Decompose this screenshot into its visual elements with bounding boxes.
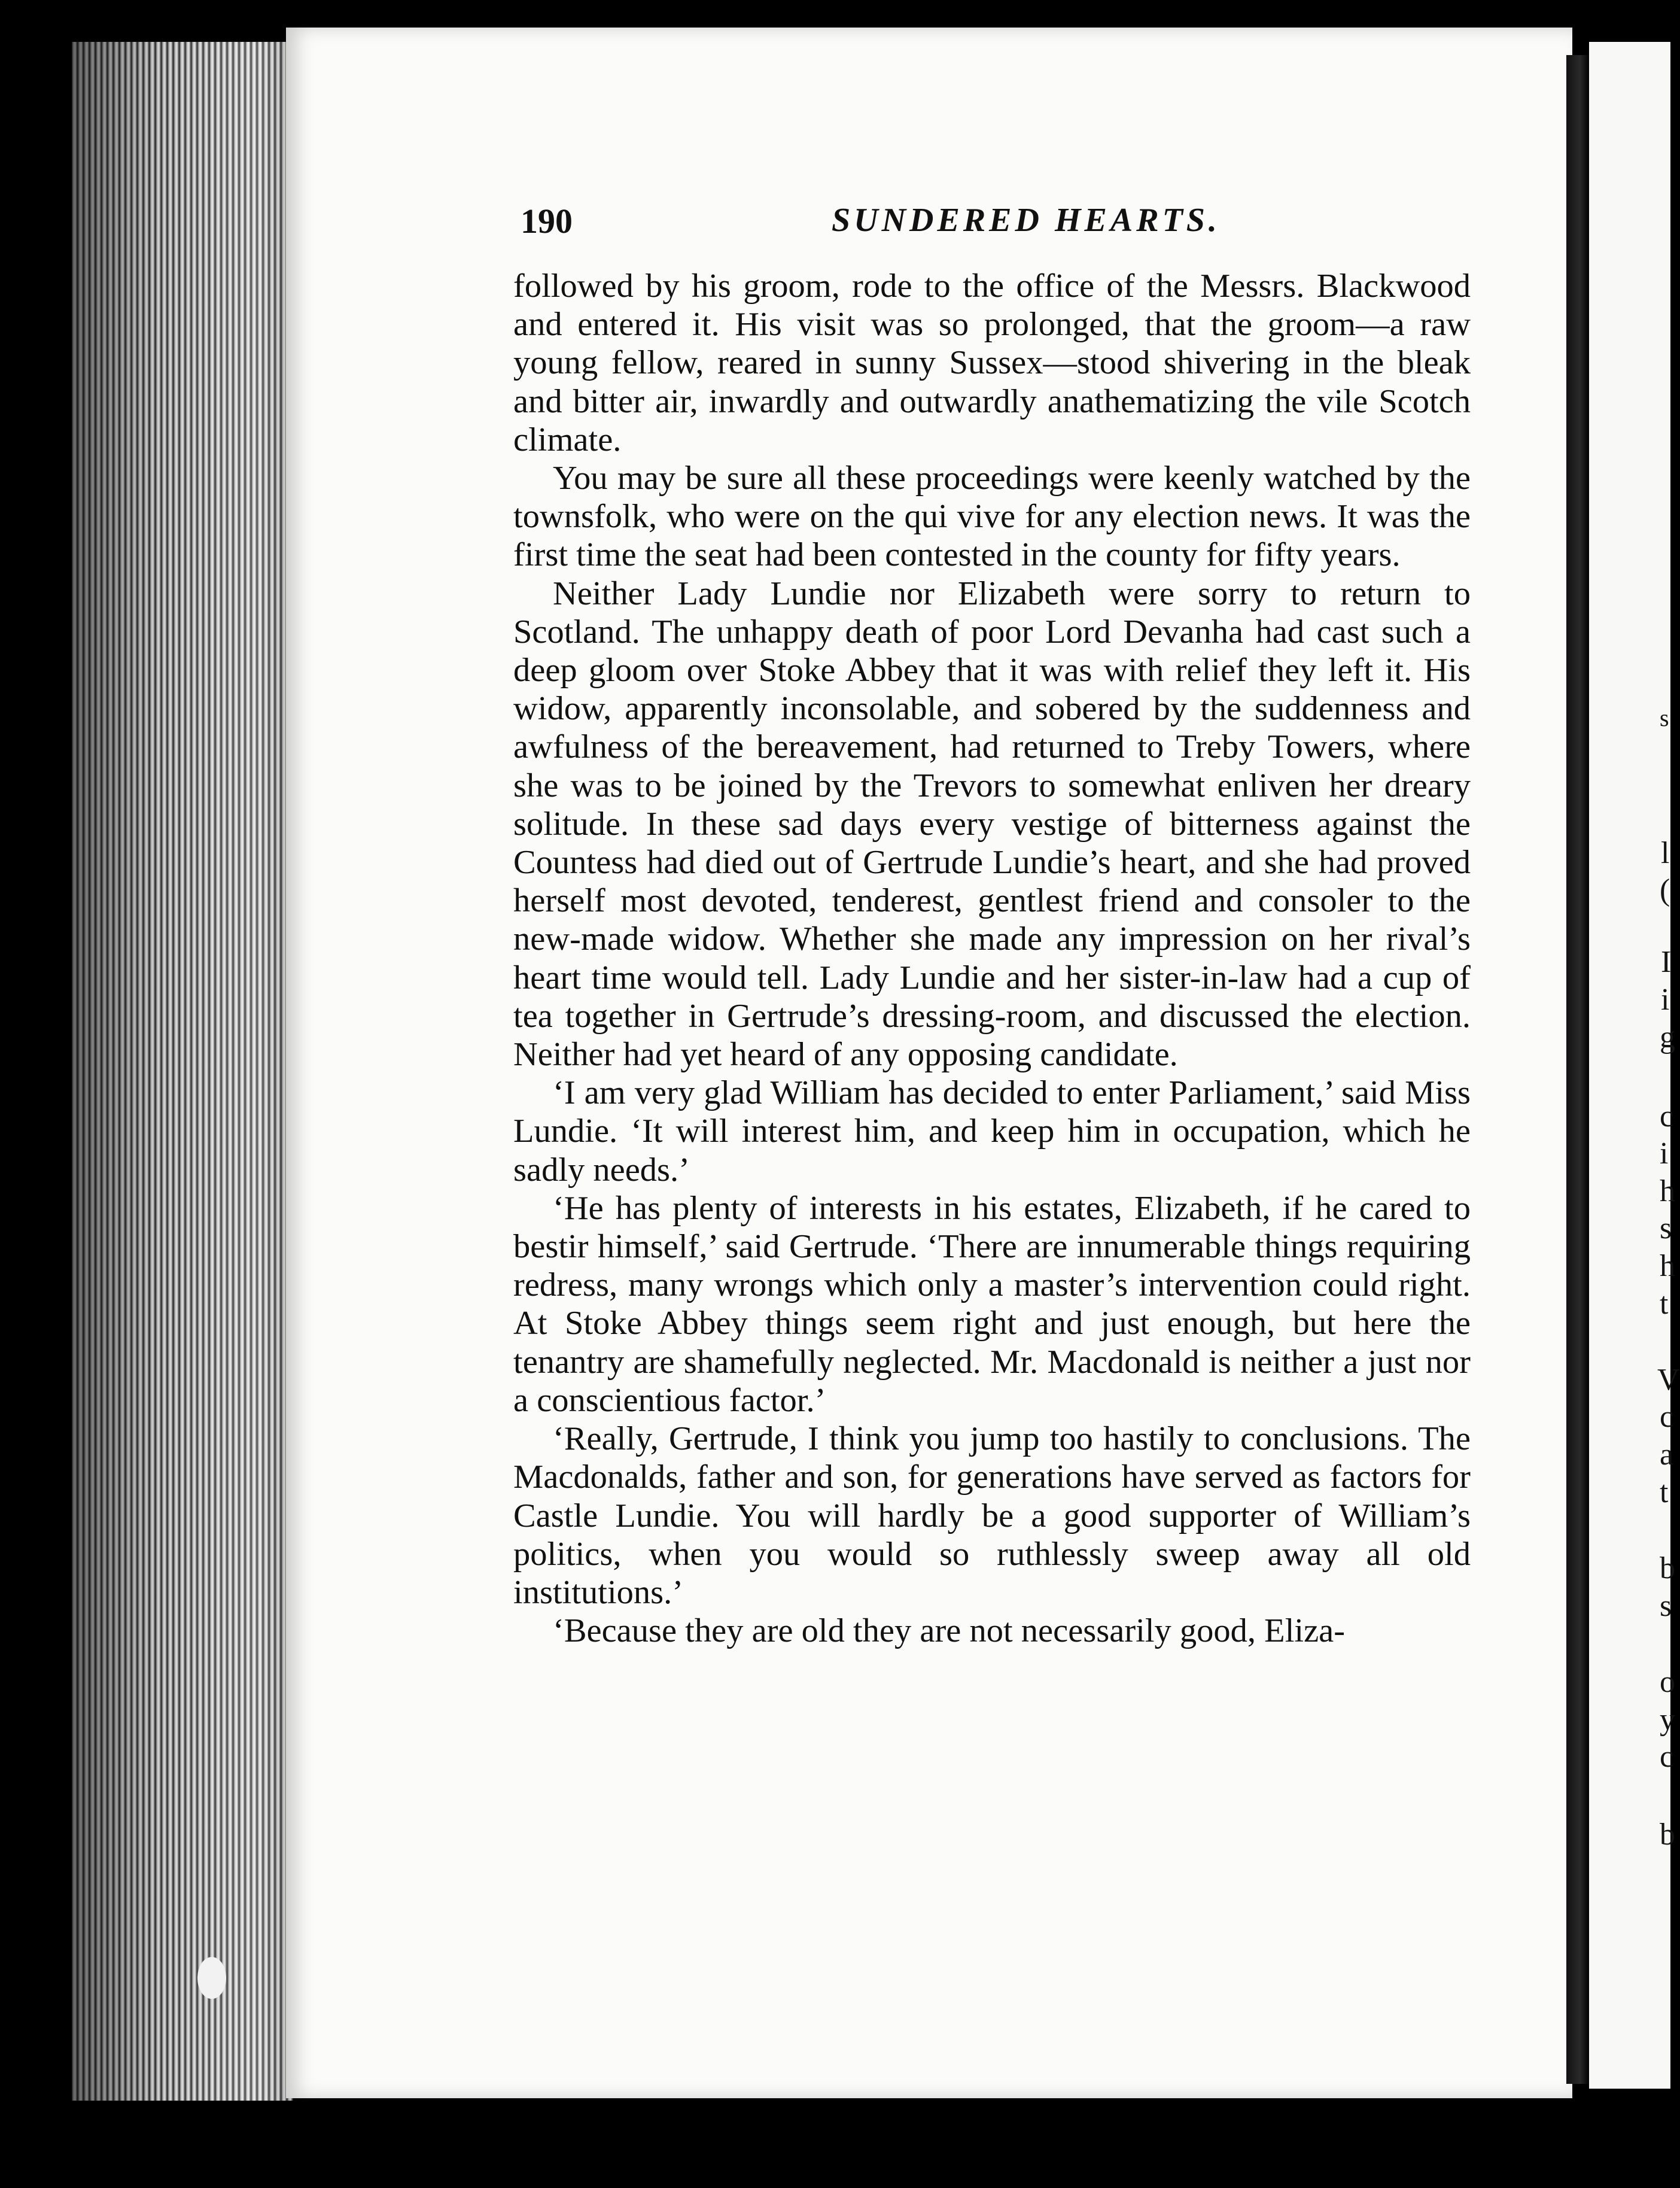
facing-page-fragment: o bbox=[1660, 1665, 1675, 1699]
facing-page-fragment: c bbox=[1660, 1099, 1674, 1133]
facing-page-fragment: i bbox=[1661, 983, 1670, 1017]
book-gutter bbox=[1566, 55, 1589, 2084]
facing-page-fragment: a bbox=[1660, 1438, 1674, 1472]
facing-page-fragment: s bbox=[1660, 704, 1669, 731]
facing-page-fragment: s bbox=[1660, 1211, 1672, 1245]
paragraph: ‘I am very glad William has decided to enter Parliament,’ said Miss Lundie. ‘It will interest him, and keep him in occupation, which he sadly needs.’ bbox=[513, 1074, 1471, 1189]
facing-page-fragment: l bbox=[1661, 836, 1670, 870]
facing-page-fragment: y bbox=[1660, 1703, 1675, 1737]
facing-page bbox=[1589, 42, 1680, 2089]
paragraph: ‘He has plenty of interests in his estates, Elizabeth, if he cared to bestir himself,’ said Gertrude. ‘There are innumerable things requiring redress, many wrongs which only a master’s intervention could right. At Stoke Abbey things seem right and just enough, but here the tenantry are shamefully neglected. Mr. Macdonald is neither a just nor a conscientious factor.’ bbox=[513, 1189, 1471, 1419]
paragraph: Neither Lady Lundie nor Elizabeth were sorry to return to Scotland. The unhappy death of poor Lord Devanha had cast such a deep gloom over Stoke Abbey that it was with relief they left it. His widow, apparently inconsolable, and sobered by the suddenness and awfulness of the bereavement, had returned to Treby Towers, where she was to be joined by the Trevors to somewhat enliven her dreary solitude. In these sad days every vestige of bitterness against the Countess had died out of Gertrude Lundie’s heart, and she had proved herself most devoted, tenderest, gentlest friend and consoler to the new-made widow. Whether she made any impression on her rival’s heart time would tell. Lady Lundie and her sister-in-law had a cup of tea together in Gertrude’s dressing-room, and discussed the election. Neither had yet heard of any opposing candidate. bbox=[513, 575, 1471, 1074]
running-header bbox=[521, 201, 1466, 249]
paragraph: followed by his groom, rode to the office of the Messrs. Blackwood and entered it. His visit was so prolonged, that the groom—a raw young fellow, reared in sunny Sussex—stood shivering in the bleak and bitter air, inwardly and outwardly anathematizing the vile Scotch climate. bbox=[513, 268, 1471, 458]
facing-page-fragment: I bbox=[1661, 945, 1672, 979]
paragraph: You may be sure all these proceedings were keenly watched by the townsfolk, who were on the qui vive for any election news. It was the first time the seat had been contested in the county for fifty years. bbox=[513, 460, 1471, 574]
paragraph: ‘Really, Gertrude, I think you jump too hastily to conclusions. The Macdonalds, father and son, for generations have served as factors for Castle Lundie. You will hardly be a good supporter of William’s politics, when you would so ruthlessly sweep away all old institutions.’ bbox=[513, 1420, 1471, 1611]
page-number: 190 bbox=[521, 202, 573, 241]
facing-page-fragment: h bbox=[1660, 1174, 1675, 1208]
body-text bbox=[513, 267, 1471, 1650]
facing-page-fragment: V bbox=[1657, 1363, 1680, 1397]
facing-page-fragment: b bbox=[1660, 1551, 1675, 1585]
page-blemish bbox=[197, 1957, 226, 1999]
facing-page-fragment: b bbox=[1660, 1818, 1675, 1852]
facing-page-fragment: h bbox=[1660, 1249, 1675, 1283]
paragraph: ‘Because they are old they are not necessarily good, Eliza- bbox=[553, 1612, 1346, 1650]
facing-page-fragment: g bbox=[1660, 1020, 1675, 1055]
facing-page-fragment: c bbox=[1660, 1740, 1674, 1774]
running-title: SUNDERED HEARTS. bbox=[832, 202, 1221, 239]
page-edges-shadow bbox=[72, 42, 293, 2101]
facing-page-fragment: i bbox=[1660, 1136, 1669, 1171]
facing-page-fragment: c bbox=[1660, 1400, 1674, 1434]
facing-page-fragment: s bbox=[1660, 1589, 1672, 1623]
facing-page-fragment: ( bbox=[1660, 873, 1670, 907]
facing-page-fragment: t bbox=[1660, 1475, 1669, 1509]
facing-page-fragment: t bbox=[1660, 1287, 1669, 1321]
